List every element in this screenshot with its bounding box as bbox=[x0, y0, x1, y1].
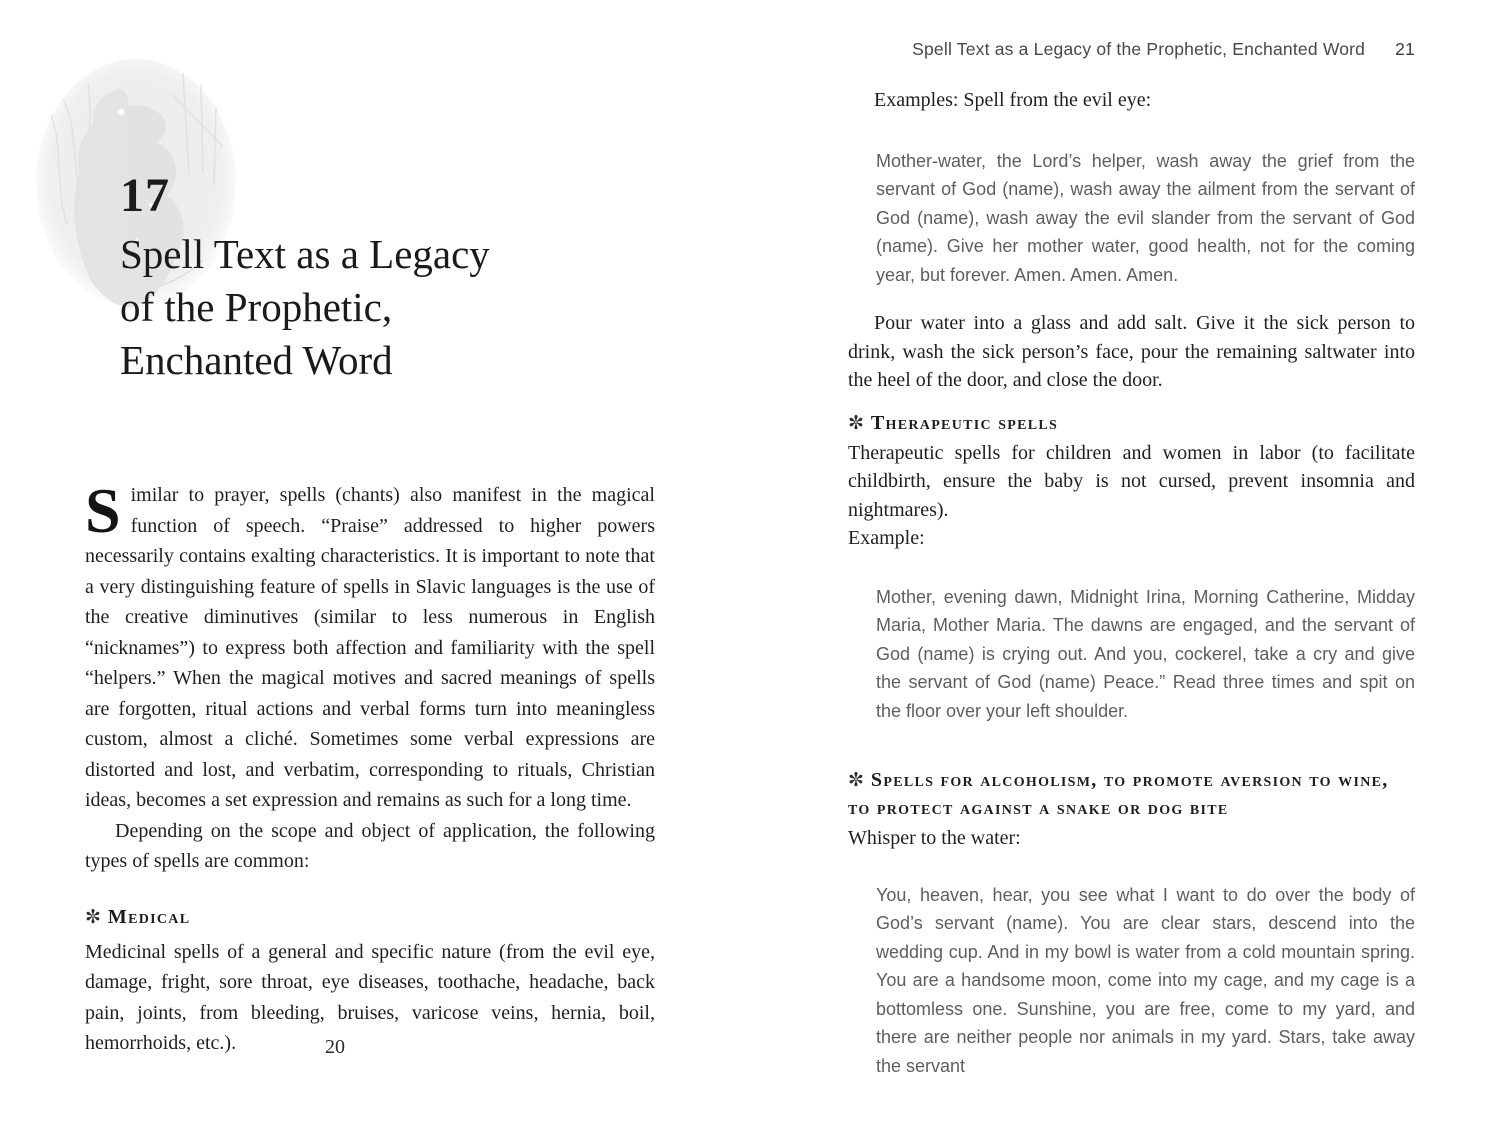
floral-asterisk-icon: ✼ bbox=[85, 905, 101, 928]
running-header bbox=[848, 38, 1415, 60]
left-page bbox=[85, 0, 655, 1125]
example-label: Example: bbox=[848, 527, 925, 549]
drop-cap: S bbox=[85, 475, 121, 546]
chapter-title-line-2: of the Prophetic, bbox=[120, 284, 393, 330]
chapter-title-line-3: Enchanted Word bbox=[120, 337, 393, 383]
quote-evil-eye: Mother-water, the Lord’s helper, wash away the grief from the servant of God (name), wash away the ailment from the servant of God (name), wash away the evil slander from the servant of God (name). Give her mother water, good health, not for the coming year, but forever. Amen. Amen. Amen. bbox=[876, 150, 1415, 285]
running-header-title: Spell Text as a Legacy of the Prophetic, Enchanted Word bbox=[912, 39, 1366, 59]
quote-you-heaven: You, heaven, hear, you see what I want to do over the body of God’s servant (name). You are clear stars, descend into the wedding cup. And in my bowl is water from a cold mountain spring. You are a handsome moon, come into my cage, and my cage is a bottomless one. Sunshine, you are free, come to my yard, and there are neither people nor animals in my yard. Stars, take away the servant bbox=[876, 884, 1415, 1076]
section-heading-medical bbox=[85, 903, 655, 931]
section-heading-therapeutic bbox=[848, 409, 1415, 437]
chapter-title-line-1: Spell Text as a Legacy bbox=[120, 231, 490, 277]
pour-water-paragraph: Pour water into a glass and add salt. Give it the sick person to drink, wash the sick person’s face, pour the remaining saltwater into the heel of the door, and close the door. bbox=[848, 312, 1415, 391]
intro-paragraph-text: imilar to prayer, spells (chants) also manifest in the magical function of speech. “Praise” addressed to higher powers necessarily contains exalting characteristics. It is important to note that a very distinguishing feature of spells in Slavic languages is the use of the creative diminutives (similar to less numerous in English “nicknames”) to express both affection and familiarity with the spell “helpers.” When the magical motives and sacred meanings of spells are forgotten, ritual actions and verbal forms turn into meaningless custom, almost a cliché. Sometimes some verbal expressions are distorted and lost, and verbatim, corresponding to rituals, Christian ideas, becomes a set expression and remains as such for a long time. bbox=[85, 484, 655, 811]
left-page-body bbox=[85, 475, 655, 1059]
medicinal-paragraph: Medicinal spells of a general and specific nature (from the evil eye, damage, fright, sore throat, eye diseases, toothache, headache, back pain, joints, from bleeding, bruises, varicose veins, hernia, boil, hemorrhoids, etc.). bbox=[85, 940, 655, 1054]
section-heading-alcoholism bbox=[848, 767, 1415, 822]
section-heading-medical-label: Medical bbox=[107, 905, 191, 928]
quote-mother-dawn: Mother, evening dawn, Midnight Irina, Morning Catherine, Midday Maria, Mother Maria. The dawns are engaged, and the servant of God (name) is crying out. And you, cockerel, take a cry and give the servant of God (name) Peace.” Read three times and spit on the floor over your left shoulder. bbox=[876, 586, 1415, 721]
whisper-line: Whisper to the water: bbox=[848, 827, 1021, 849]
floral-asterisk-icon: ✼ bbox=[848, 411, 864, 434]
floral-asterisk-icon: ✼ bbox=[848, 769, 864, 791]
examples-line: Examples: Spell from the evil eye: bbox=[874, 89, 1152, 111]
depending-paragraph: Depending on the scope and object of application, the following types of spells are common: bbox=[85, 819, 655, 872]
section-heading-therapeutic-label: Therapeutic spells bbox=[870, 411, 1059, 434]
chapter-number: 17 bbox=[120, 169, 170, 222]
right-page-number: 21 bbox=[1395, 39, 1415, 59]
right-page bbox=[848, 38, 1415, 1080]
intro-paragraph bbox=[85, 475, 655, 816]
left-page-number: 20 bbox=[325, 1036, 345, 1058]
section-heading-alcoholism-label: Spells for alcoholism, to promote aversion to wine, to protect against a snake or dog bite bbox=[848, 769, 1389, 819]
therapeutic-paragraph: Therapeutic spells for children and women in labor (to facilitate childbirth, ensure the baby is not cursed, prevent insomnia and nightmares). bbox=[848, 441, 1415, 521]
chapter-title bbox=[120, 228, 640, 387]
